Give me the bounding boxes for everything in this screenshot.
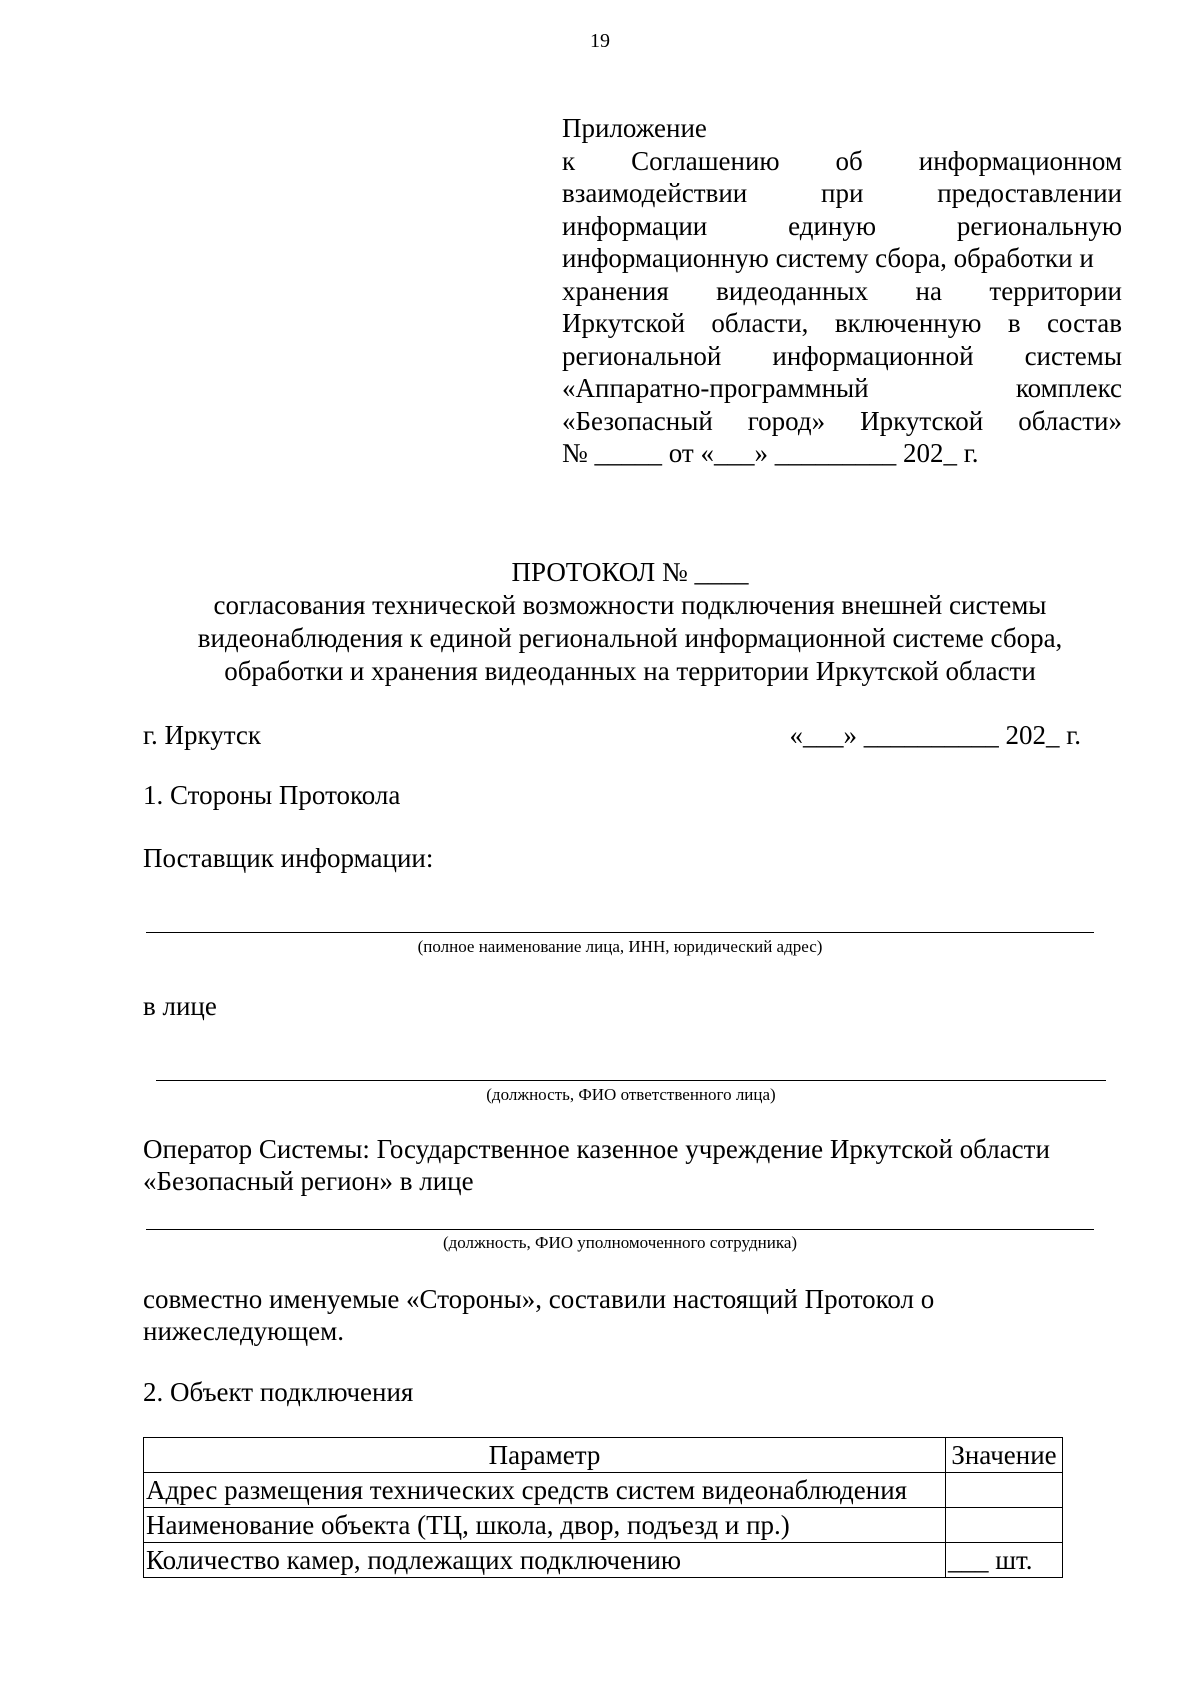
jointly-line: совместно именуемые «Стороны», составили настоящий Протокол о <box>143 1284 935 1314</box>
appendix-word: «Аппаратно-программный <box>562 373 869 403</box>
appendix-word: видеоданных <box>716 275 869 306</box>
parameter-cell: Количество камер, подлежащих подключению <box>144 1543 946 1578</box>
operator-caption: (должность, ФИО уполномоченного сотрудника) <box>442 1233 798 1252</box>
appendix-word: единую <box>788 210 877 241</box>
appendix-block <box>562 112 1122 470</box>
protocol-subtitle-line: видеонаблюдения к единой региональной информационной системе сбора, <box>197 623 1063 653</box>
table-header-row <box>144 1438 1063 1473</box>
table-row <box>144 1543 1063 1578</box>
operator-line: Оператор Системы: Государственное казенное учреждение Иркутской области <box>143 1134 1050 1164</box>
parameter-cell: Наименование объекта (ТЦ, школа, двор, подъезд и пр.) <box>144 1508 946 1543</box>
value-cell: ___ шт. <box>946 1543 1063 1578</box>
appendix-line: информационную систему сбора, обработки и <box>562 243 1094 273</box>
appendix-word: Иркутской <box>860 405 984 436</box>
appendix-word: на <box>915 275 942 306</box>
appendix-line <box>562 307 1122 340</box>
responsible-signature-line <box>156 1080 1106 1081</box>
protocol-title-block <box>80 556 1180 688</box>
appendix-word: системы <box>1024 340 1122 371</box>
operator-line: «Безопасный регион» в лице <box>143 1166 474 1196</box>
supplier-label: Поставщик информации: <box>143 843 434 873</box>
value-cell <box>946 1508 1063 1543</box>
appendix-word: включенную <box>834 308 982 338</box>
protocol-title: ПРОТОКОЛ № ____ <box>511 557 749 587</box>
protocol-subtitle-line: согласования технической возможности подключения внешней системы <box>213 590 1047 620</box>
appendix-line <box>562 145 1122 178</box>
appendix-line: Приложение <box>562 113 707 143</box>
appendix-word: информации <box>562 210 708 241</box>
column-header-parameter: Параметр <box>144 1438 946 1473</box>
table-row <box>144 1473 1063 1508</box>
responsible-caption: (должность, ФИО ответственного лица) <box>486 1085 776 1104</box>
connection-object-table <box>143 1437 1063 1578</box>
jointly-line: нижеследующем. <box>143 1316 344 1346</box>
appendix-word: территории <box>989 275 1122 306</box>
appendix-word: «Безопасный <box>562 405 713 436</box>
appendix-line <box>562 275 1122 308</box>
appendix-word: Иркутской <box>562 308 686 338</box>
supplier-signature-line <box>146 932 1094 933</box>
section2-title: 2. Объект подключения <box>143 1377 414 1407</box>
appendix-line <box>562 210 1122 243</box>
appendix-word: в <box>1007 308 1021 338</box>
table-row <box>144 1508 1063 1543</box>
appendix-word: информационной <box>772 340 974 371</box>
appendix-word: региональной <box>562 340 722 371</box>
page-number: 19 <box>590 30 610 52</box>
column-header-value: Значение <box>946 1438 1063 1473</box>
appendix-word: региональную <box>956 210 1122 241</box>
protocol-subtitle-line: обработки и хранения видеоданных на территории Иркутской области <box>224 656 1036 686</box>
appendix-word: об <box>835 145 863 176</box>
appendix-word: предоставлении <box>937 178 1122 208</box>
supplier-caption: (полное наименование лица, ИНН, юридический адрес) <box>417 937 823 956</box>
appendix-line <box>562 405 1122 438</box>
value-cell <box>946 1473 1063 1508</box>
appendix-line <box>562 177 1122 210</box>
in-person-label: в лице <box>143 991 217 1021</box>
date: «___» __________ 202_ г. <box>789 720 1081 750</box>
appendix-word: информационном <box>918 145 1122 176</box>
appendix-line: № _____ от «___» _________ 202_ г. <box>562 438 979 468</box>
appendix-word: области, <box>711 308 809 338</box>
appendix-word: комплекс <box>1015 373 1122 403</box>
operator-signature-line <box>146 1229 1094 1230</box>
parameter-cell: Адрес размещения технических средств систем видеонаблюдения <box>144 1473 946 1508</box>
appendix-word: к <box>562 145 576 176</box>
appendix-word: состав <box>1046 308 1122 338</box>
place: г. Иркутск <box>143 720 261 750</box>
appendix-word: взаимодействии <box>562 178 748 208</box>
appendix-line <box>562 372 1122 405</box>
appendix-word: хранения <box>562 275 669 306</box>
appendix-word: при <box>821 178 864 208</box>
appendix-word: город» <box>747 405 826 436</box>
appendix-line <box>562 340 1122 373</box>
section1-title: 1. Стороны Протокола <box>143 780 401 810</box>
appendix-word: Соглашению <box>631 145 780 176</box>
appendix-word: области» <box>1018 405 1122 436</box>
